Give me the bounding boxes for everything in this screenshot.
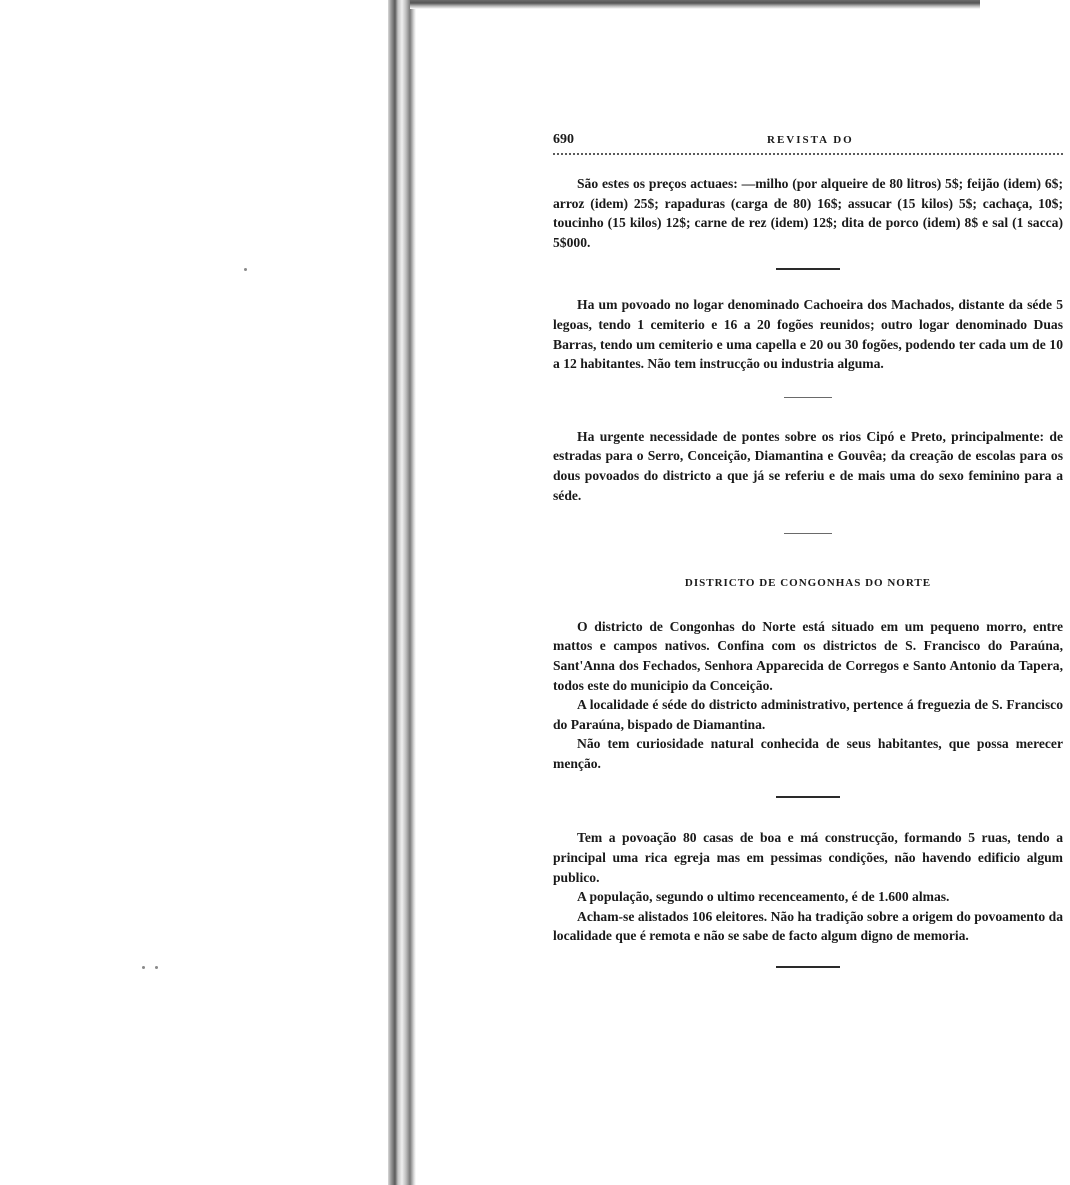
paragraph-pontes: Ha urgente necessidade de pontes sobre os rios Cipó e Preto, principalmente: de estradas para o Serro, Conceição, Diamantina e Gouvêa; da creação de escolas para os dous povoados do districto a que já se referiu e de mais uma do sexo feminino para a séde. xyxy=(553,428,1063,503)
blank-left-page xyxy=(0,0,388,1185)
section-separator xyxy=(776,796,840,798)
section-separator xyxy=(776,268,840,270)
district-title: DISTRICTO DE CONGONHAS DO NORTE xyxy=(684,577,932,590)
paragraph-populacao: A população, segundo o ultimo recenceamento, é de 1.600 almas. xyxy=(577,889,950,905)
paragraph-povoacao: Tem a povoação 80 casas de boa e má construcção, formando 5 ruas, tendo a principal uma rica egreja mas em pessimas condições, não havendo edificio algum publico. xyxy=(553,830,1063,885)
document-page xyxy=(553,128,1063,968)
paragraph-povoado: Ha um povoado no logar denominado Cachoeira dos Machados, distante da séde 5 legoas, tendo 1 cemiterio e 16 a 20 fogões reunidos; outro logar denominado Duas Barras, tendo um cemiterio e uma capella e 20 ou 30 fogões, podendo ter cada um de 10 a 12 habitantes. Não tem instrucção ou industria alguma. xyxy=(553,297,1063,372)
section-separator xyxy=(776,966,840,968)
paragraph-curiosidade: Não tem curiosidade natural conhecida de seus habitantes, que possa merecer menção. xyxy=(553,736,1063,771)
paragraph-prices: São estes os preços actuaes: —milho (por alqueire de 80 litros) 5$; feijão (idem) 6$; arroz (idem) 25$; rapaduras (carga de 80) 16$; assucar (15 kilos) 5$; cachaça, 10$; toucinho (15 kilos) 12$; carne de rez (idem) 12$; dita de porco (idem) 8$ e sal (1 sacca) 5$000. xyxy=(553,176,1063,250)
paper-speck xyxy=(244,268,247,271)
paper-speck xyxy=(142,966,145,969)
paragraph-situado: O districto de Congonhas do Norte está situado em um pequeno morro, entre mattos e campos nativos. Confina com os districtos de S. Francisco do Paraúna, Sant'Anna dos Fechados, Senhora Apparecida de Corregos e Santo Antonio da Tapera, todos este do municipio da Conceição. xyxy=(553,618,1063,693)
header-rule xyxy=(553,153,1063,155)
running-title: REVISTA DO xyxy=(767,134,854,146)
paragraph-localidade: A localidade é séde do districto administrativo, pertence á freguezia de S. Francisco do Paraúna, bispado de Diamantina. xyxy=(553,697,1063,732)
paragraph-eleitores: Acham-se alistados 106 eleitores. Não ha tradição sobre a origem do povoamento da localidade que é remota e não se sabe de facto algum digno de memoria. xyxy=(553,908,1063,944)
running-header xyxy=(553,128,1063,150)
page-top-edge xyxy=(410,0,980,9)
page-number: 690 xyxy=(553,132,574,147)
book-binding xyxy=(388,0,416,1185)
section-separator xyxy=(784,533,832,534)
paper-speck xyxy=(155,966,158,969)
section-separator xyxy=(784,397,832,398)
